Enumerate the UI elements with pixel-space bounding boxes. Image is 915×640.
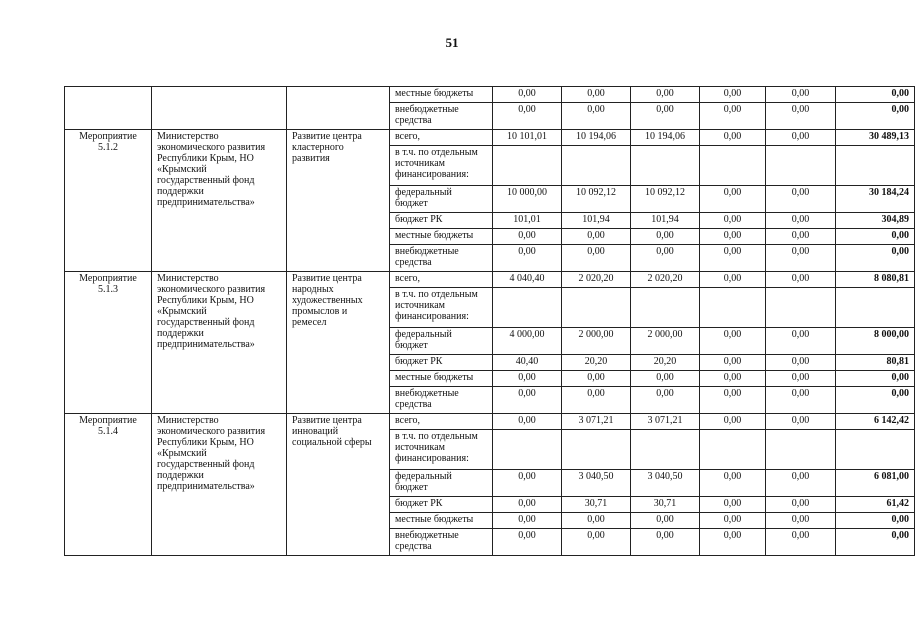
total-cell: 0,00 (836, 103, 915, 130)
value-cell: 3 071,21 (631, 414, 700, 430)
value-cell: 3 040,50 (562, 470, 631, 497)
value-cell: 0,00 (766, 130, 836, 146)
total-cell: 6 081,00 (836, 470, 915, 497)
value-cell: 0,00 (700, 497, 766, 513)
value-cell: 0,00 (493, 87, 562, 103)
value-cell: 0,00 (562, 245, 631, 272)
source-cell: внебюджетные средства (390, 387, 493, 414)
value-cell: 2 020,20 (562, 272, 631, 288)
total-cell: 0,00 (836, 87, 915, 103)
value-cell: 30,71 (631, 497, 700, 513)
value-cell: 0,00 (562, 229, 631, 245)
goal-cell: Развитие центра инноваций социальной сферы (287, 414, 390, 556)
source-cell: внебюджетные средства (390, 245, 493, 272)
total-cell: 0,00 (836, 245, 915, 272)
value-cell: 0,00 (766, 355, 836, 371)
value-cell: 0,00 (562, 103, 631, 130)
value-cell: 0,00 (562, 513, 631, 529)
total-cell: 0,00 (836, 371, 915, 387)
value-cell: 20,20 (631, 355, 700, 371)
value-cell: 0,00 (493, 497, 562, 513)
value-cell: 10 101,01 (493, 130, 562, 146)
value-cell: 0,00 (700, 186, 766, 213)
table-row (65, 130, 915, 146)
goal-cell-empty (287, 87, 390, 130)
value-cell: 0,00 (493, 229, 562, 245)
page-number: 51 (445, 35, 459, 50)
source-cell: местные бюджеты (390, 87, 493, 103)
total-cell: 30 489,13 (836, 130, 915, 146)
source-cell: местные бюджеты (390, 229, 493, 245)
value-cell: 0,00 (700, 328, 766, 355)
source-cell: федеральный бюджет (390, 186, 493, 213)
value-cell (766, 288, 836, 328)
total-cell: 8 000,00 (836, 328, 915, 355)
total-cell: 30 184,24 (836, 186, 915, 213)
value-cell: 0,00 (766, 328, 836, 355)
value-cell: 0,00 (766, 229, 836, 245)
measure-label: Мероприятие 5.1.4 (65, 414, 152, 556)
value-cell: 0,00 (493, 103, 562, 130)
total-cell: 6 142,42 (836, 414, 915, 430)
value-cell (631, 146, 700, 186)
value-cell (700, 288, 766, 328)
value-cell: 0,00 (631, 245, 700, 272)
value-cell: 10 194,06 (562, 130, 631, 146)
executor-cell-empty (152, 87, 287, 130)
value-cell: 0,00 (700, 272, 766, 288)
value-cell: 2 000,00 (631, 328, 700, 355)
value-cell (562, 430, 631, 470)
source-cell: местные бюджеты (390, 371, 493, 387)
value-cell (493, 430, 562, 470)
value-cell (700, 430, 766, 470)
executor-cell: Министерство экономического развития Республики Крым, НО «Крымский государственный фонд поддержки предпринимательства» (152, 414, 287, 556)
executor-cell: Министерство экономического развития Республики Крым, НО «Крымский государственный фонд поддержки предпринимательства» (152, 130, 287, 272)
value-cell: 0,00 (631, 371, 700, 387)
value-cell: 3 040,50 (631, 470, 700, 497)
table-row (65, 272, 915, 288)
value-cell: 0,00 (766, 371, 836, 387)
value-cell: 0,00 (766, 245, 836, 272)
value-cell (631, 288, 700, 328)
value-cell: 0,00 (766, 87, 836, 103)
value-cell: 2 000,00 (562, 328, 631, 355)
value-cell: 0,00 (562, 529, 631, 556)
total-cell: 0,00 (836, 229, 915, 245)
value-cell: 0,00 (700, 414, 766, 430)
source-cell: бюджет РК (390, 213, 493, 229)
value-cell: 0,00 (700, 470, 766, 497)
value-cell: 0,00 (631, 103, 700, 130)
value-cell (562, 288, 631, 328)
value-cell: 0,00 (493, 470, 562, 497)
value-cell: 0,00 (562, 387, 631, 414)
value-cell: 0,00 (700, 513, 766, 529)
goal-cell: Развитие центра кластерного развития (287, 130, 390, 272)
value-cell: 2 020,20 (631, 272, 700, 288)
total-cell: 304,89 (836, 213, 915, 229)
value-cell: 0,00 (766, 387, 836, 414)
value-cell: 40,40 (493, 355, 562, 371)
value-cell: 0,00 (766, 529, 836, 556)
total-cell (836, 146, 915, 186)
table-row (65, 414, 915, 430)
value-cell (700, 146, 766, 186)
value-cell: 0,00 (700, 387, 766, 414)
value-cell (562, 146, 631, 186)
value-cell: 0,00 (700, 229, 766, 245)
value-cell: 0,00 (700, 245, 766, 272)
source-cell: внебюджетные средства (390, 529, 493, 556)
source-cell: в т.ч. по отдельным источникам финансирования: (390, 288, 493, 328)
total-cell (836, 288, 915, 328)
total-cell: 80,81 (836, 355, 915, 371)
goal-cell: Развитие центра народных художественных промыслов и ремесел (287, 272, 390, 414)
value-cell: 0,00 (562, 371, 631, 387)
source-cell: всего, (390, 414, 493, 430)
value-cell: 101,01 (493, 213, 562, 229)
value-cell: 20,20 (562, 355, 631, 371)
total-cell: 61,42 (836, 497, 915, 513)
value-cell: 0,00 (700, 355, 766, 371)
value-cell: 0,00 (631, 387, 700, 414)
value-cell (493, 288, 562, 328)
value-cell: 0,00 (766, 272, 836, 288)
value-cell: 0,00 (766, 470, 836, 497)
table-row (65, 87, 915, 103)
total-cell: 0,00 (836, 529, 915, 556)
source-cell: в т.ч. по отдельным источникам финансирования: (390, 430, 493, 470)
value-cell: 0,00 (493, 371, 562, 387)
value-cell: 30,71 (562, 497, 631, 513)
value-cell: 101,94 (562, 213, 631, 229)
value-cell: 0,00 (631, 529, 700, 556)
source-cell: всего, (390, 130, 493, 146)
value-cell: 0,00 (700, 371, 766, 387)
table-body (65, 87, 915, 556)
value-cell: 0,00 (631, 229, 700, 245)
value-cell: 0,00 (493, 414, 562, 430)
value-cell: 0,00 (700, 130, 766, 146)
total-cell: 0,00 (836, 513, 915, 529)
value-cell: 10 092,12 (562, 186, 631, 213)
total-cell: 0,00 (836, 387, 915, 414)
value-cell: 0,00 (700, 529, 766, 556)
value-cell: 0,00 (493, 245, 562, 272)
source-cell: бюджет РК (390, 497, 493, 513)
source-cell: федеральный бюджет (390, 328, 493, 355)
value-cell: 101,94 (631, 213, 700, 229)
total-cell: 8 080,81 (836, 272, 915, 288)
value-cell (766, 430, 836, 470)
value-cell (631, 430, 700, 470)
value-cell: 0,00 (766, 497, 836, 513)
value-cell: 0,00 (493, 529, 562, 556)
value-cell: 0,00 (766, 513, 836, 529)
source-cell: в т.ч. по отдельным источникам финансирования: (390, 146, 493, 186)
value-cell: 0,00 (631, 513, 700, 529)
source-cell: всего, (390, 272, 493, 288)
value-cell: 0,00 (493, 387, 562, 414)
value-cell: 0,00 (700, 87, 766, 103)
source-cell: федеральный бюджет (390, 470, 493, 497)
value-cell: 0,00 (562, 87, 631, 103)
value-cell: 0,00 (493, 513, 562, 529)
value-cell: 0,00 (766, 186, 836, 213)
measure-cell-empty (65, 87, 152, 130)
value-cell: 0,00 (631, 87, 700, 103)
financing-table (64, 86, 915, 556)
source-cell: бюджет РК (390, 355, 493, 371)
value-cell: 10 194,06 (631, 130, 700, 146)
executor-cell: Министерство экономического развития Республики Крым, НО «Крымский государственный фонд поддержки предпринимательства» (152, 272, 287, 414)
value-cell: 3 071,21 (562, 414, 631, 430)
value-cell: 0,00 (766, 213, 836, 229)
value-cell: 0,00 (700, 103, 766, 130)
value-cell: 4 040,40 (493, 272, 562, 288)
measure-label: Мероприятие 5.1.3 (65, 272, 152, 414)
total-cell (836, 430, 915, 470)
value-cell: 10 092,12 (631, 186, 700, 213)
value-cell: 0,00 (766, 103, 836, 130)
value-cell: 0,00 (766, 414, 836, 430)
value-cell: 10 000,00 (493, 186, 562, 213)
value-cell: 4 000,00 (493, 328, 562, 355)
source-cell: местные бюджеты (390, 513, 493, 529)
value-cell (493, 146, 562, 186)
source-cell: внебюджетные средства (390, 103, 493, 130)
value-cell: 0,00 (700, 213, 766, 229)
measure-label: Мероприятие 5.1.2 (65, 130, 152, 272)
value-cell (766, 146, 836, 186)
